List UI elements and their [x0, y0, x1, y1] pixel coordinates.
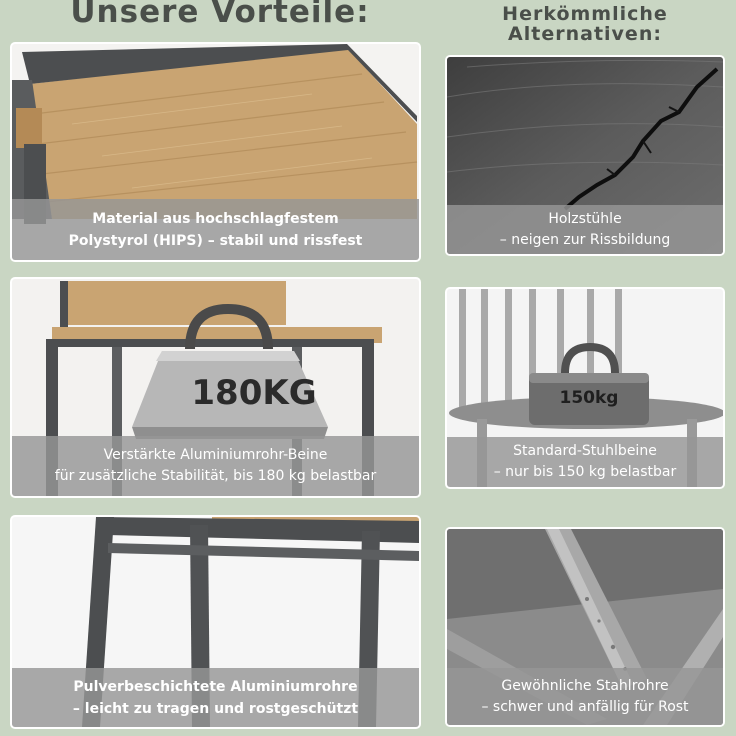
legs-ours-caption-line1: Verstärkte Aluminiumrohr-Beine [103, 447, 328, 463]
panel-tubes-ours [12, 517, 419, 727]
tubes-alt-caption-line1: Gewöhnliche Stahlrohre [501, 677, 669, 694]
alternatives-heading-line1: Herkömmliche [502, 3, 668, 25]
material-ours-caption-line2: Polystyrol (HIPS) – stabil und rissfest [68, 232, 363, 249]
material-alt-caption-line1: Holzstühle [548, 210, 622, 227]
tubes-alt-caption-line2: – schwer und anfällig für Rost [481, 698, 689, 715]
tubes-ours-caption-line1: Pulverbeschichtete Aluminiumrohre [73, 678, 358, 695]
our-advantages-heading: Unsere Vorteile: [70, 0, 370, 30]
panel-tubes-alt [447, 529, 723, 725]
panel-legs-alt [447, 289, 723, 487]
panel-legs-ours [12, 279, 419, 496]
alternatives-heading-line2: Alternativen: [508, 23, 662, 45]
legs-alt-caption-line1: Standard-Stuhlbeine [513, 443, 657, 459]
alternatives-heading [448, 4, 722, 44]
material-alt-caption-line2: – neigen zur Rissbildung [499, 231, 671, 248]
weight-180kg-label: 180KG [191, 373, 317, 413]
material-alt-caption [447, 205, 723, 254]
legs-ours-caption-line2: für zusätzliche Stabilität, bis 180 kg belastbar [54, 468, 377, 484]
legs-alt-caption-line2: – nur bis 150 kg belastbar [493, 464, 677, 480]
panel-material-alt [447, 57, 723, 254]
tubes-ours-caption [12, 668, 419, 727]
legs-ours-caption [12, 436, 419, 496]
panel-material-ours [12, 44, 419, 260]
tubes-alt-caption [447, 668, 723, 725]
legs-alt-caption [447, 437, 723, 487]
weight-150kg-label: 150kg [559, 388, 619, 408]
material-ours-caption [12, 199, 419, 260]
tubes-ours-caption-line2: – leicht zu tragen und rostgeschützt [72, 700, 359, 717]
material-ours-caption-line1: Material aus hochschlagfestem [92, 210, 339, 227]
